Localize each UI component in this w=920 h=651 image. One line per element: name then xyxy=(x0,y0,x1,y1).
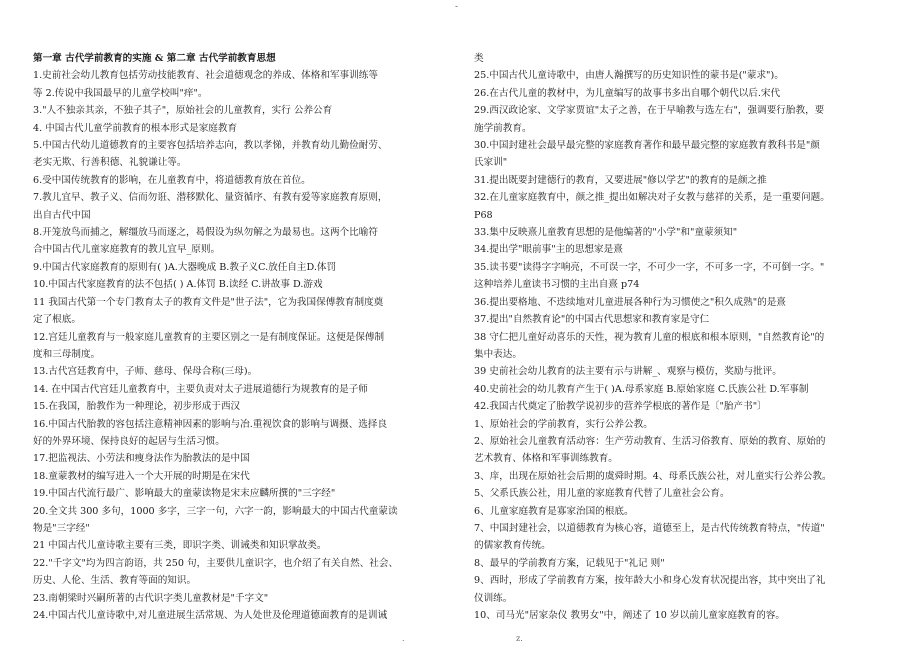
text-line: 5、父系氏族公社，用儿童的家庭教育代替了儿童社会公育。 xyxy=(474,488,730,500)
text-line: 29.西汉政论家、文学家贾谊"太子之善，在于早喻教与选左右"，强调要行胎教，要 xyxy=(474,105,825,117)
text-line: 25.中国古代儿童诗歌中，由唐人瀚撰写的历史知识性的蒙书是("蒙求")。 xyxy=(474,70,784,82)
text-line: 13.古代宫廷教育中，子师、慈母、保母合称(三母)。 xyxy=(33,366,258,378)
text-line: 这种培养儿童读书习惯的主出自熹 p74 xyxy=(474,279,640,291)
text-line: 26.在古代儿童的教材中，为儿童编写的故事书多出自哪个朝代以后.宋代 xyxy=(474,87,781,99)
text-line: 老实无欺、行善积德、礼貌谦让等。 xyxy=(33,157,187,169)
right-column xyxy=(474,50,894,624)
text-line: 1、原始社会的学前教育，实行公养公教。 xyxy=(474,418,653,430)
left-column xyxy=(33,50,453,624)
text-line: 合中国古代儿童家庭教育的教儿宜早_原则。 xyxy=(33,244,221,256)
text-line: 1.史前社会幼儿教育包括劳动技能教育、社会道德观念的养成、体格和军事训练等 xyxy=(33,70,378,82)
text-line: 18.童蒙教材的编写进入一个大开展的时期是在宋代 xyxy=(33,470,250,482)
text-line: 5.中国古代幼儿道德教育的主要容包括培养志向，教以孝悌，并教育幼儿勤俭耐劳、 xyxy=(33,140,388,152)
text-line: 氏家训" xyxy=(474,157,508,169)
text-line: 3、庠，出现在原始社会后期的虞舜时期。4、母系氏族公社，对儿童实行公养公教。 xyxy=(474,470,832,482)
text-line: 22."千字文"均为四言韵语，共 250 句，主要供儿童识字，也介绍了有关自然、社会、 xyxy=(33,557,399,569)
text-line: 10、司马光"居家杂仪 教男女"中，阐述了 10 岁以前儿童家庭教育的容。 xyxy=(474,610,786,621)
text-line: 11 我国古代第一个专门教育太子的教育文件是"世子法"，它为我国保傅教育制度奠 xyxy=(33,296,384,308)
text-line: 14. 在中国古代宫廷儿童教育中，主要负责对太子进展道德行为规教育的是子师 xyxy=(33,383,368,395)
text-line: 10.中国古代家庭教育的法不包括( ) A.体罚 B.读经 C.讲故事 D.游戏 xyxy=(33,279,323,291)
text-line: 3."人不独亲其亲，不独子其子"，原始社会的儿童教育，实行 公养公育 xyxy=(33,105,333,117)
text-line: 施学前教育。 xyxy=(474,122,532,134)
text-line: 24.中国古代儿童诗歌中,对儿童进展生活常规、为人处世及伦理道德面教育的是训诫 xyxy=(33,610,388,621)
text-line: 40.史前社会的幼儿教育产生于( )A.母系家庭 B.原始家庭 C.氏族公社 D.军事制 xyxy=(474,383,809,395)
text-line: 31.提出既要封建德行的教育，又要进展"修以学艺"的教育的是颜之推 xyxy=(474,174,767,186)
text-line: 9、西时，形成了学前教育方案，按年龄大小和身心发育状况提出容，其中突出了礼 xyxy=(474,575,826,587)
text-line: 等 2.传说中我国最早的儿童学校叫"痒"。 xyxy=(33,87,208,99)
text-line: 4. 中国古代儿童学前教育的根本形式是家庭教育 xyxy=(33,122,238,134)
text-line: 16.中国古代胎教的容包括注意精神因素的影响与冶.重视饮食的影响与调摄、选择良 xyxy=(33,418,388,430)
text-line: 6、儿童家庭教育是寡家治国的根底。 xyxy=(474,505,634,517)
text-line: 34.提出学"眼前事"主的思想家是熹 xyxy=(474,244,623,256)
text-line: P68 xyxy=(474,209,493,221)
text-line: 39 史前社会幼儿教育的法主要有示与讲解_、观察与模仿，奖励与批评。 xyxy=(474,366,782,378)
text-line: 物是"三字经" xyxy=(33,522,90,534)
text-line: 艺术教育、体格和军事训练教育。 xyxy=(474,453,618,465)
text-line: 20.全文共 300 多句，1000 多字，三字一句，六字一韵，影响最大的中国古代童蒙读 xyxy=(33,505,398,517)
text-line: 7、中国封建社会，以道德教育为核心容，道德至上，是古代传统教育特点，"传道" xyxy=(474,522,825,534)
text-line: 37.提出"自然教育论"的中国古代思想家和教育家是守仁 xyxy=(474,314,710,326)
footer-left-mark: . xyxy=(402,634,405,643)
top-mark: - xyxy=(455,2,459,12)
text-line: 15.在我国，胎教作为一种理论，初步形成于西汉 xyxy=(33,401,241,413)
footer-right-mark: z. xyxy=(516,634,523,643)
text-line: 19.中国古代流行最广、影响最大的童蒙读物是宋末应麟所撰的"三字经" xyxy=(33,488,336,500)
text-line: 度和三母制度。 xyxy=(33,348,101,360)
text-line: 8、最早的学前教育方案，记载见于"礼记 则" xyxy=(474,557,665,569)
text-line: 8.开笼放鸟而捕之，解缰放马而逐之，曷假设为纵勿解之为最易也。这两个比喻符 xyxy=(33,227,378,239)
text-line: 历史、人伦、生活、教育等面的知识。 xyxy=(33,575,197,587)
text-line: 30.中国封建社会最早最完整的家庭教育著作和最早最完整的家庭教育教科书是"颜 xyxy=(474,140,820,152)
text-line: 33.集中反映熹儿童教育思想的是他编著的"小学"和"童蒙须知" xyxy=(474,227,738,239)
chapter-title: 第一章 古代学前教育的实施 & 第二章 古代学前教育思想 xyxy=(33,53,276,64)
text-line: 36.提出要格地、不迭续地对儿童进展各种行为习惯使之"积久成熟"的是熹 xyxy=(474,296,786,308)
text-line: 的儒家教育传统。 xyxy=(474,540,551,552)
text-line: 38 守仁把儿童好动喜乐的天性，视为教育儿童的根底和根本原则，"自然教育论"的 xyxy=(474,331,825,343)
text-line: 定了根底。 xyxy=(33,314,81,326)
text-line: 出自古代中国 xyxy=(33,209,91,221)
text-line: 17.把监视法、小劳法和瘦身法作为胎教法的是中国 xyxy=(33,453,250,465)
text-line: 2、原始社会儿童教育活动容：生产劳动教育、生活习俗教育、原始的教育、原始的 xyxy=(474,435,826,447)
text-line: 6.受中国传统教育的影响，在儿童教育中，将道德教育放在首位。 xyxy=(33,174,311,186)
text-line: 35.读书要"读得字字响亮，不可误一字，不可少一字，不可多一字，不可倒一字。" xyxy=(474,261,825,273)
text-line: 42.我国古代奠定了胎教学说初步的营养学根底的著作是〔"胎产书"〕 xyxy=(474,401,767,413)
text-line: 9.中国古代家庭教育的原则有( )A.大器晚成 B.教子义C.放任自主D.体罚 xyxy=(33,261,337,273)
text-line: 类 xyxy=(474,53,484,64)
text-line: 32.在儿童家庭教育中，颜之推_提出如解决对子女教与慈祥的关系，是一重要问题。 xyxy=(474,192,830,204)
text-line: 好的外界环境、保持良好的起居与生活习惯。 xyxy=(33,435,225,447)
text-line: 7.教儿宜早、教子义、信而勿诳、潜移默化、量资循序、有教有爱等家庭教育原则， xyxy=(33,192,388,204)
text-line: 23.南朝梁时兴嗣所著的古代识字类儿童教材是"千字文" xyxy=(33,592,269,604)
text-line: 12.宫廷儿童教育与一般家庭儿童教育的主要区别之一是有制度保证。这便是保傅制 xyxy=(33,331,385,343)
text-line: 集中表达。 xyxy=(474,348,522,360)
text-line: 21 中国古代儿童诗歌主要有三类，即识字类、训诫类和知识掌故类。 xyxy=(33,540,327,552)
text-line: 仪训练。 xyxy=(474,592,513,604)
